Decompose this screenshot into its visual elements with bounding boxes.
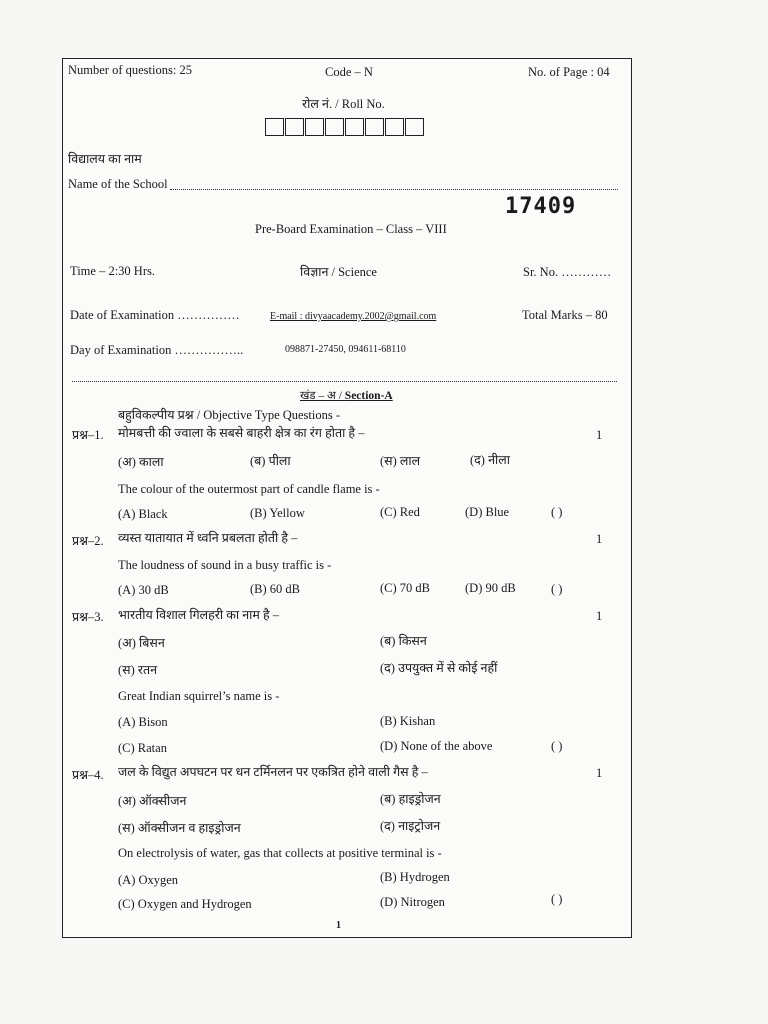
total-marks: Total Marks – 80 (522, 308, 608, 322)
option-d-hindi: (द) उपयुक्त में से कोई नहीं (380, 661, 498, 675)
answer-box[interactable]: ( ) (551, 505, 563, 519)
section-title-english: Section-A (344, 390, 393, 402)
option-a-hindi: (अ) काला (118, 455, 164, 469)
section-title (300, 391, 393, 403)
paper-code: Code – N (325, 65, 373, 79)
day-of-exam: Day of Examination …………….. (70, 343, 244, 357)
roll-box[interactable] (265, 118, 284, 136)
question-text-english: Great Indian squirrel’s name is - (118, 689, 280, 703)
question-text-english: On electrolysis of water, gas that collects at positive terminal is - (118, 846, 442, 860)
question-number: प्रश्न–2. (72, 534, 104, 548)
option-c-hindi: (स) ऑक्सीजन व हाइड्रोजन (118, 821, 241, 835)
option-a-hindi: (अ) ऑक्सीजन (118, 794, 187, 808)
time-allowed: Time – 2:30 Hrs. (70, 264, 155, 278)
roll-box[interactable] (345, 118, 364, 136)
option-d: (D) 90 dB (465, 581, 516, 595)
option-a: (A) 30 dB (118, 583, 169, 597)
option-a: (A) Black (118, 507, 168, 521)
phone-numbers: 098871-27450, 094611-68110 (285, 344, 406, 355)
school-label: Name of the School (68, 177, 168, 191)
question-marks: 1 (596, 766, 603, 780)
question-text-hindi: व्यस्त यातायात में ध्वनि प्रबलता होती है – (118, 531, 298, 545)
answer-box[interactable]: ( ) (551, 739, 563, 753)
roll-box[interactable] (365, 118, 384, 136)
roll-box[interactable] (285, 118, 304, 136)
roll-label: रोल नं. / Roll No. (302, 97, 385, 111)
answer-box[interactable]: ( ) (551, 582, 563, 596)
subject: विज्ञान / Science (300, 265, 377, 279)
question-text-hindi: भारतीय विशाल गिलहरी का नाम है – (118, 608, 280, 622)
option-b-hindi: (ब) हाइड्रोजन (380, 792, 441, 806)
question-text-hindi: मोमबत्ती की ज्वाला के सबसे बाहरी क्षेत्र का रंग होता है – (118, 426, 365, 440)
option-b: (B) 60 dB (250, 582, 300, 596)
option-a: (A) Bison (118, 715, 168, 729)
roll-box[interactable] (305, 118, 324, 136)
objective-heading: बहुविकल्पीय प्रश्न / Objective Type Questions - (118, 408, 341, 422)
school-label-hindi: विद्यालय का नाम (68, 152, 142, 166)
num-questions: Number of questions: 25 (68, 63, 192, 77)
question-number: प्रश्न–3. (72, 610, 104, 624)
answer-box[interactable]: ( ) (551, 892, 563, 906)
page-number: 1 (336, 920, 341, 931)
question-marks: 1 (596, 532, 603, 546)
option-c: (C) Red (380, 505, 420, 519)
exam-title: Pre-Board Examination – Class – VIII (255, 222, 447, 236)
school-name-line[interactable] (170, 189, 618, 190)
date-of-exam: Date of Examination …………… (70, 308, 240, 322)
option-d-hindi: (द) नीला (470, 453, 510, 467)
question-text-hindi: जल के विद्युत अपघटन पर धन टर्मिनलन पर एकत्रित होने वाली गैस है – (118, 765, 428, 779)
option-b: (B) Hydrogen (380, 870, 450, 884)
option-c: (C) Oxygen and Hydrogen (118, 897, 252, 911)
question-number: प्रश्न–1. (72, 428, 104, 442)
option-c: (C) Ratan (118, 741, 167, 755)
option-d: (D) Nitrogen (380, 895, 445, 909)
divider (72, 381, 617, 382)
sr-no: Sr. No. ………… (523, 265, 612, 279)
question-marks: 1 (596, 609, 603, 623)
question-text-english: The loudness of sound in a busy traffic is - (118, 558, 332, 572)
option-b-hindi: (ब) किसन (380, 634, 427, 648)
option-c-hindi: (स) रतन (118, 663, 158, 677)
question-text-english: The colour of the outermost part of candle flame is - (118, 482, 380, 496)
option-d-hindi: (द) नाइट्रोजन (380, 819, 441, 833)
roll-box[interactable] (325, 118, 344, 136)
serial-number: 17409 (505, 194, 577, 219)
section-title-hindi: खंड – अ / (300, 390, 345, 402)
option-a: (A) Oxygen (118, 873, 179, 887)
option-c-hindi: (स) लाल (380, 454, 421, 468)
num-pages: No. of Page : 04 (528, 65, 610, 79)
option-a-hindi: (अ) बिसन (118, 636, 165, 650)
email: E-mail : divyaacademy.2002@gmail.com (270, 311, 437, 322)
option-b-hindi: (ब) पीला (250, 454, 291, 468)
question-number: प्रश्न–4. (72, 768, 104, 782)
roll-box[interactable] (385, 118, 404, 136)
question-marks: 1 (596, 428, 603, 442)
roll-box[interactable] (405, 118, 424, 136)
option-c: (C) 70 dB (380, 581, 430, 595)
option-b: (B) Yellow (250, 506, 305, 520)
option-d: (D) None of the above (380, 739, 493, 753)
option-d: (D) Blue (465, 505, 510, 519)
option-b: (B) Kishan (380, 714, 436, 728)
